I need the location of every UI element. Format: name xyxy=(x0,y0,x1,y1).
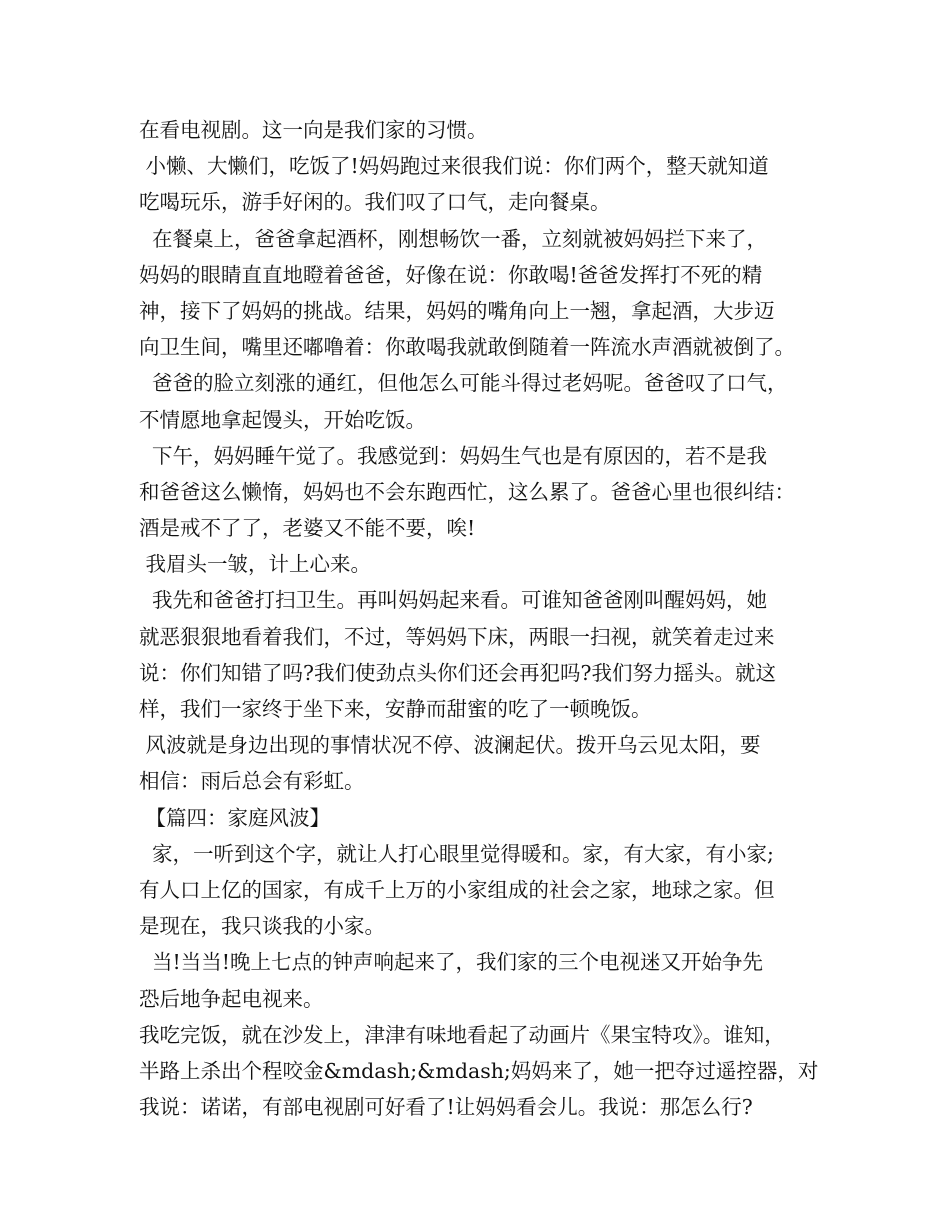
text-line: 半路上杀出个程咬金&mdash;&mdash;妈妈来了，她一把夺过遥控器，对 xyxy=(139,1058,819,1083)
text-line: 是现在，我只谈我的小家。 xyxy=(139,914,385,939)
text-line: 小懒、大懒们，吃饭了!妈妈跑过来很我们说：你们两个，整天就知道 xyxy=(139,154,769,179)
text-line: 我先和爸爸打扫卫生。再叫妈妈起来看。可谁知爸爸刚叫醒妈妈，她 xyxy=(139,588,768,613)
text-line: 我吃完饭，就在沙发上，津津有味地看起了动画片《果宝特攻》。谁知， xyxy=(139,1022,785,1047)
text-line: 我说：诺诺，有部电视剧可好看了!让妈妈看会儿。我说：那怎么行? xyxy=(139,1095,753,1120)
text-line: 在餐桌上，爸爸拿起酒杯，刚想畅饮一番，立刻就被妈妈拦下来了， xyxy=(139,226,768,251)
section-heading: 【篇四：家庭风波】 xyxy=(139,805,331,830)
text-line: 酒是戒不了了，老婆又不能不要，唉! xyxy=(139,516,476,541)
text-line: 吃喝玩乐，游手好闲的。我们叹了口气，走向餐桌。 xyxy=(139,190,611,215)
text-line: 当!当当!晚上七点的钟声响起来了，我们家的三个电视迷又开始争先 xyxy=(139,950,764,975)
text-line: 爸爸的脸立刻涨的通红，但他怎么可能斗得过老妈呢。爸爸叹了口气， xyxy=(139,371,788,396)
text-line: 下午，妈妈睡午觉了。我感觉到：妈妈生气也是有原因的，若不是我 xyxy=(139,443,768,468)
text-line: 样，我们一家终于坐下来，安静而甜蜜的吃了一顿晚饭。 xyxy=(139,697,652,721)
text-line: 恐后地争起电视来。 xyxy=(139,986,324,1011)
text-line: 风波就是身边出现的事情状况不停、波澜起伏。拨开乌云见太阳，要 xyxy=(139,733,761,758)
text-line: 就恶狠狠地看着我们，不过，等妈妈下床，两眼一扫视，就笑着走过来 xyxy=(139,624,775,649)
text-line: 有人口上亿的国家，有成千上万的小家组成的社会之家，地球之家。但 xyxy=(139,877,775,902)
text-line: 神，接下了妈妈的挑战。结果，妈妈的嘴角向上一翘，拿起酒，大步迈 xyxy=(139,298,775,323)
text-line: 家，一听到这个字，就让人打心眼里觉得暖和。家，有大家，有小家; xyxy=(139,841,774,866)
text-line: 向卫生间，嘴里还嘟噜着：你敢喝我就敢倒随着一阵流水声酒就被倒了。 xyxy=(139,335,795,360)
text-line: 不情愿地拿起馒头，开始吃饭。 xyxy=(139,407,426,432)
text-line: 我眉头一皱，计上心来。 xyxy=(139,552,372,577)
text-line: 相信：雨后总会有彩虹。 xyxy=(139,769,365,794)
text-line: 说：你们知错了吗?我们使劲点头你们还会再犯吗?我们努力摇头。就这 xyxy=(139,660,776,685)
text-line: 在看电视剧。这一向是我们家的习惯。 xyxy=(139,118,488,142)
text-line: 妈妈的眼睛直直地瞪着爸爸，好像在说：你敢喝!爸爸发挥打不死的精 xyxy=(139,262,763,287)
text-line: 和爸爸这么懒惰，妈妈也不会东跑西忙，这么累了。爸爸心里也很纠结： xyxy=(139,479,795,504)
body-text xyxy=(139,112,829,1125)
